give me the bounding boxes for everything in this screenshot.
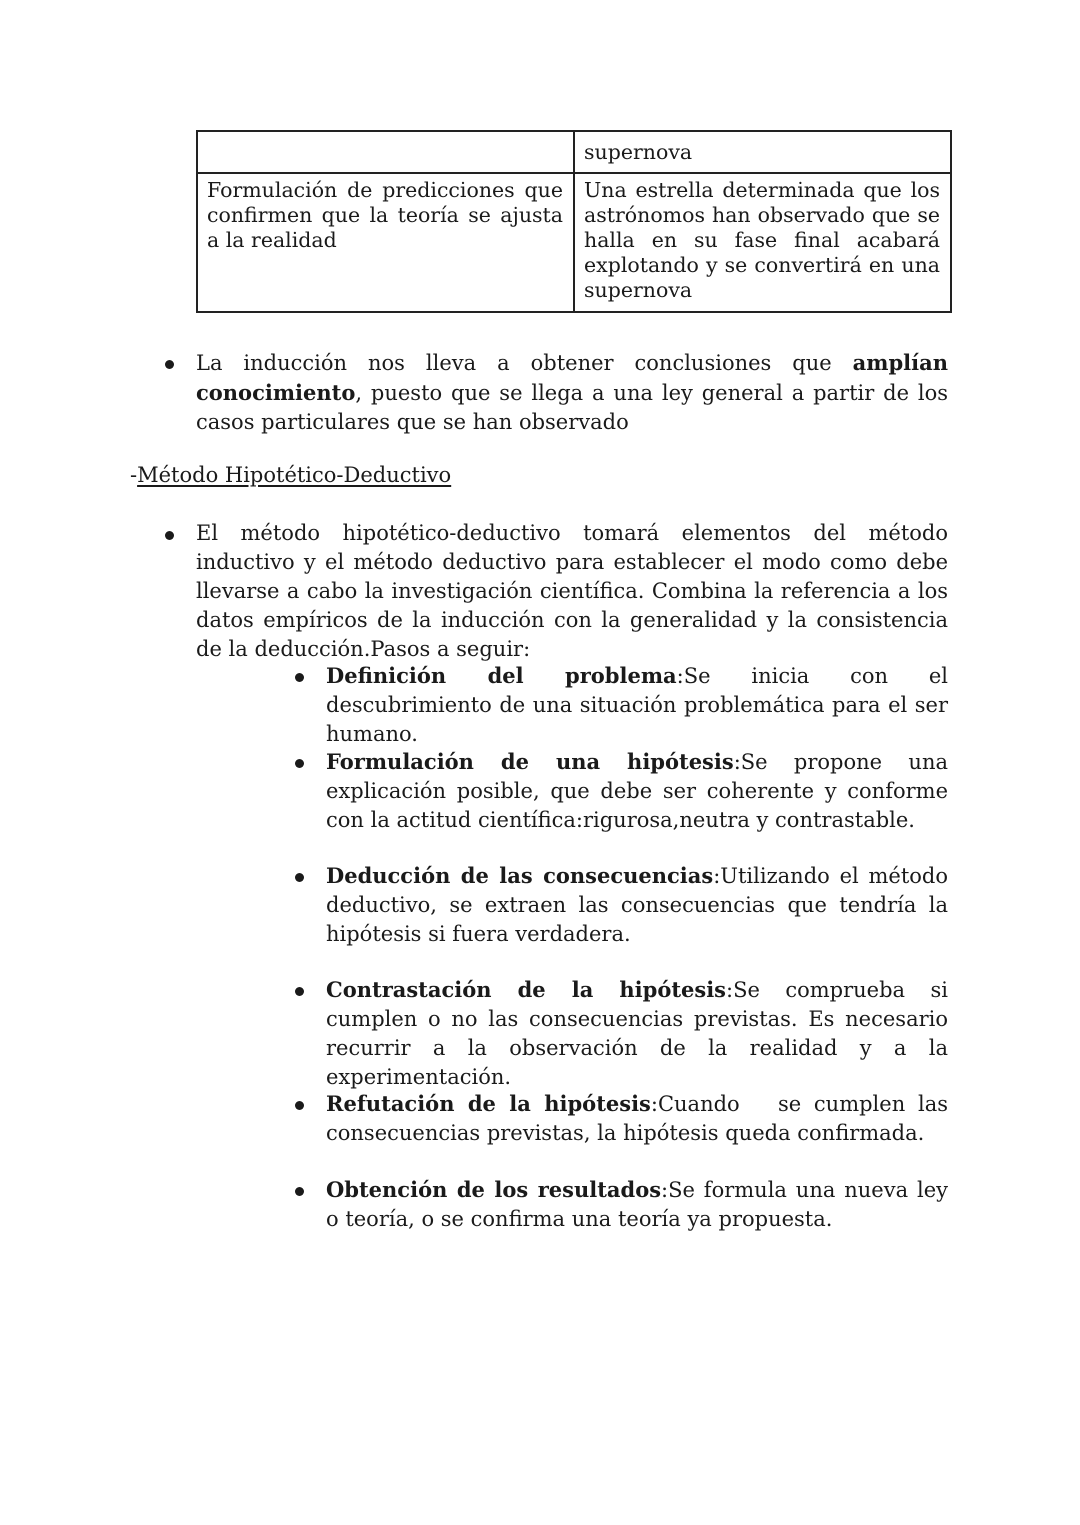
bullet-dot-icon bbox=[165, 531, 174, 540]
step-term: Definición del problema bbox=[326, 663, 677, 688]
step-term: Obtención de los resultados bbox=[326, 1177, 662, 1202]
step-item bbox=[326, 975, 948, 1092]
section-heading bbox=[130, 461, 451, 490]
step-term: Contrastación de la hipótesis bbox=[326, 977, 727, 1002]
bullet-dot-icon bbox=[295, 987, 304, 996]
step-description: :Se propone una explicación posible, que debe ser coherente y conforme con la actitud científica:rigurosa,neutra y contrastable. bbox=[326, 750, 948, 832]
step-description: :Utilizando el método deductivo, se extraen las consecuencias que tendría la hipótesis si fuera verdadera. bbox=[326, 864, 949, 946]
induction-bold-term: amplían conocimiento bbox=[196, 350, 948, 405]
bullet-dot-icon bbox=[295, 673, 304, 682]
bullet-dot-icon bbox=[295, 873, 304, 882]
induction-text-start: La inducción nos lleva a obtener conclusiones que bbox=[196, 351, 853, 375]
bullet-dot-icon bbox=[295, 1187, 304, 1196]
table-cell bbox=[197, 131, 574, 173]
step-term: Formulación de una hipótesis bbox=[326, 749, 734, 774]
section-heading-prefix: - bbox=[130, 463, 138, 487]
bullet-dot-icon bbox=[295, 1101, 304, 1110]
step-item bbox=[326, 661, 948, 749]
induction-text-end: , puesto que se llega a una ley general a partir de los casos particulares que se han observado bbox=[196, 381, 948, 434]
table-cell: supernova bbox=[574, 131, 951, 173]
table-cell: Formulación de predicciones que confirmen que la teoría se ajusta a la realidad bbox=[197, 173, 574, 312]
step-description: :Se comprueba si cumplen o no las consecuencias previstas. Es necesario recurrir a la observación de la realidad y a la experimentación. bbox=[326, 978, 948, 1089]
bullet-dot-icon bbox=[295, 759, 304, 768]
section-heading-title: Método Hipotético-Deductivo bbox=[137, 463, 452, 487]
step-description: :Se formula una nueva ley o teoría, o se confirma una teoría ya propuesta. bbox=[326, 1178, 948, 1231]
step-item bbox=[326, 747, 948, 835]
step-description: :Cuando se cumplen las consecuencias previstas, la hipótesis queda confirmada. bbox=[326, 1092, 955, 1145]
induction-bullet bbox=[196, 348, 948, 437]
step-item bbox=[326, 861, 948, 949]
step-item bbox=[326, 1175, 948, 1234]
table-row bbox=[197, 131, 951, 173]
step-item bbox=[326, 1089, 955, 1148]
method-intro-text: El método hipotético-deductivo tomará elementos del método inductivo y el método deductivo para establecer el modo como debe llevarse a cabo la investigación científica. Combina la referencia a los datos empíricos de la inducción con la generalidad y la consistencia de la deducción.Pasos a seguir: bbox=[196, 521, 948, 661]
method-intro-bullet bbox=[196, 519, 948, 664]
bullet-dot-icon bbox=[165, 360, 174, 369]
table-cell: Una estrella determinada que los astrónomos han observado que se halla en su fase final acabará explotando y se convertirá en una supernova bbox=[574, 173, 951, 312]
method-table bbox=[196, 130, 952, 313]
table-row bbox=[197, 173, 951, 312]
step-term: Refutación de la hipótesis bbox=[326, 1091, 651, 1116]
step-description: :Se inicia con el descubrimiento de una situación problemática para el ser humano. bbox=[326, 664, 949, 746]
step-term: Deducción de las consecuencias bbox=[326, 863, 714, 888]
